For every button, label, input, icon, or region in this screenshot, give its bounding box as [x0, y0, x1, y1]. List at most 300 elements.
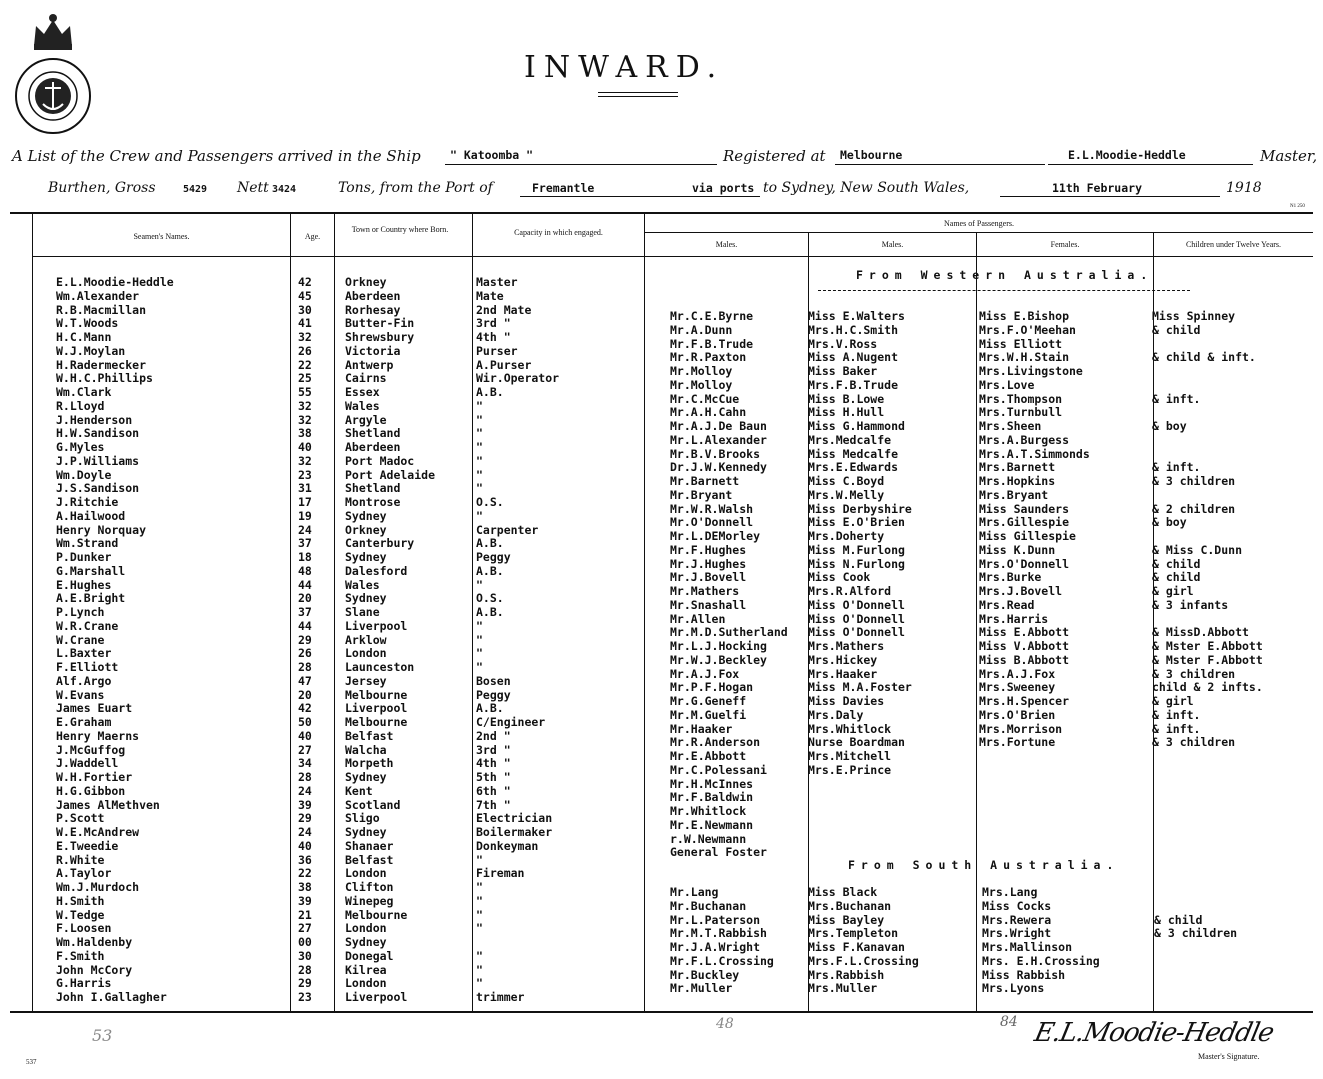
- port-of-departure: Fremantle: [532, 181, 595, 195]
- wa-children-entry: [1152, 338, 1263, 352]
- crew-age: 29: [298, 976, 312, 991]
- sa-female-passenger: Miss Cocks: [982, 898, 1052, 913]
- sa-female-passenger: Miss F.Kanavan: [808, 940, 905, 954]
- crew-ages-column: [298, 276, 312, 1005]
- crew-birthplace: Shrewsbury: [345, 330, 415, 344]
- wa-female-passenger: Mrs.Turnbull: [979, 405, 1063, 420]
- wa-female-passenger: Mrs.H.Spencer: [979, 694, 1070, 708]
- sa-male-passenger: Mr.Buchanan: [670, 898, 747, 913]
- wa-male-passenger: Mr.F.Hughes: [670, 542, 747, 557]
- wa-female-passenger: Miss B.Abbott: [979, 652, 1070, 667]
- crew-capacity: Mate: [476, 288, 504, 303]
- wa-children-entry: [1152, 434, 1263, 448]
- crew-name: H.Smith: [56, 893, 105, 908]
- wa-female-passenger: Mrs.Morrison: [979, 721, 1063, 736]
- crew-age: 38: [298, 426, 312, 441]
- crew-name: W.Crane: [56, 632, 105, 647]
- crew-capacity: ": [476, 852, 483, 867]
- wa-female-passenger: Mrs.Sweeney: [979, 680, 1056, 695]
- crew-name: James Euart: [56, 701, 133, 716]
- nett-tons: 3424: [272, 184, 297, 195]
- crew-age: 00: [298, 935, 312, 949]
- table-bottom-rule: [10, 1011, 1313, 1013]
- wa-children-entry: & child & inft.: [1152, 350, 1256, 365]
- crew-birthplace: Shetland: [345, 481, 401, 496]
- crew-name: R.B.Macmillan: [56, 302, 147, 317]
- crew-capacity: Bosen: [476, 673, 511, 688]
- header-line1-prefix: A List of the Crew and Passengers arrived in the Ship: [12, 147, 421, 165]
- crew-birthplace: Liverpool: [345, 618, 408, 633]
- crew-capacity: Boilermaker: [476, 825, 553, 839]
- crew-capacity: 6th ": [476, 783, 511, 798]
- crew-age: 24: [298, 783, 312, 798]
- crew-name: Alf.Argo: [56, 673, 112, 688]
- crew-name: H.W.Sandison: [56, 426, 140, 441]
- wa-children-entry: & 3 children: [1152, 474, 1236, 488]
- wa-female-passenger: Miss O'Donnell: [808, 597, 905, 612]
- crew-birthplace: Antwerp: [345, 357, 394, 372]
- crew-birthplace: Sydney: [345, 591, 387, 606]
- sa-female-passenger: Mrs.Templeton: [808, 926, 899, 941]
- crew-birthplace: Melbourne: [345, 715, 408, 729]
- wa-female-passenger: Miss M.Furlong: [808, 542, 905, 557]
- crew-capacity: ": [476, 962, 483, 977]
- crew-name: Wm.Haldenby: [56, 935, 133, 949]
- crew-name: F.Loosen: [56, 921, 112, 936]
- crew-capacity: ": [476, 618, 483, 633]
- crew-birthplace: Sydney: [345, 825, 387, 839]
- crew-name: W.Tedge: [56, 907, 105, 922]
- crew-age: 22: [298, 357, 312, 372]
- wa-children-entry: & boy: [1152, 419, 1187, 433]
- wa-female-passenger: Miss Gillespie: [979, 529, 1076, 543]
- wa-female-passenger: Mrs.A.J.Fox: [979, 666, 1056, 681]
- crew-capacity: A.B.: [476, 563, 504, 578]
- wa-male-passenger: Mr.Haaker: [670, 721, 733, 736]
- wa-female-passenger: Mrs.E.Prince: [808, 762, 892, 777]
- col-divider-2: [290, 213, 291, 1011]
- crew-name: R.Lloyd: [56, 398, 105, 413]
- wa-female-passenger: Mrs.Daly: [808, 707, 864, 722]
- wa-female-passenger: Mrs.J.Bovell: [979, 584, 1063, 598]
- col-divider-1: [32, 213, 33, 1011]
- wa-children-entry: & MissD.Abbott: [1152, 625, 1249, 640]
- to-sydney-label: to Sydney, New South Wales,: [763, 180, 970, 196]
- crew-capacity: A.B.: [476, 385, 504, 399]
- crew-age: 42: [298, 275, 312, 289]
- crew-birthplace: London: [345, 646, 387, 661]
- crew-capacity: ": [476, 907, 483, 922]
- col-divider-5: [644, 213, 645, 1011]
- wa-male-passenger: Mr.L.Alexander: [670, 432, 767, 447]
- crew-age: 40: [298, 838, 312, 853]
- passenger-subheader-rule: [645, 232, 1313, 233]
- wa-children-entry: & Mster F.Abbott: [1152, 652, 1263, 667]
- crew-birthplace: Port Madoc: [345, 453, 415, 468]
- wa-female-passenger: Mrs.A.T.Simmonds: [979, 446, 1090, 461]
- crew-capacity: 4th ": [476, 330, 511, 344]
- wa-female-passenger: Mrs.Doherty: [808, 529, 885, 543]
- wa-female-passenger: Mrs.Whitlock: [808, 721, 892, 736]
- wa-male-passenger: Mr.Whitlock: [670, 804, 747, 818]
- header-bottom-rule: [32, 256, 1313, 257]
- crew-birthplace: Canterbury: [345, 536, 415, 551]
- crew-capacity: ": [476, 921, 483, 936]
- wa-male-passenger: Mr.C.Polessani: [670, 762, 767, 777]
- crew-age: 37: [298, 536, 312, 551]
- sa-children-entry: [1154, 982, 1237, 996]
- crew-name: W.R.Crane: [56, 618, 119, 633]
- wa-children-entry: & Mster E.Abbott: [1152, 639, 1263, 653]
- crew-age: 32: [298, 453, 312, 468]
- wa-male-passenger: Mr.Snashall: [670, 597, 747, 612]
- crew-capacity: Peggy: [476, 687, 511, 702]
- crew-capacity: ": [476, 577, 483, 592]
- sa-female-passenger: Mrs.Wright: [982, 926, 1052, 941]
- crew-capacity: ": [476, 481, 483, 496]
- wa-children-entry: & child: [1152, 556, 1201, 571]
- crew-birthplace: Belfast: [345, 728, 394, 743]
- crew-capacity: Electrician: [476, 811, 553, 826]
- crew-birthplace: Slane: [345, 605, 380, 619]
- crew-capacity: ": [476, 880, 483, 894]
- crew-capacity: A.Purser: [476, 357, 532, 372]
- crew-age: 20: [298, 591, 312, 606]
- wa-male-passenger: Mr.C.E.Byrne: [670, 309, 754, 323]
- crew-age: 45: [298, 288, 312, 303]
- crew-name: A.E.Bright: [56, 591, 126, 606]
- crew-capacity: ": [476, 632, 483, 647]
- wa-male-passenger: Mr.C.McCue: [670, 391, 740, 406]
- crew-age: 29: [298, 632, 312, 647]
- wa-female-passenger: Mrs.W.Melly: [808, 487, 885, 502]
- crew-name: P.Lynch: [56, 605, 105, 619]
- wa-male-passenger: Mr.R.Anderson: [670, 735, 761, 750]
- wa-children-entry: Miss Spinney: [1152, 309, 1236, 323]
- tally-crew: 53: [92, 1026, 113, 1045]
- crew-birthplace: Winepeg: [345, 893, 394, 908]
- registered-underline: [835, 164, 1045, 165]
- crew-age: 17: [298, 495, 312, 509]
- wa-female-passenger: Miss Baker: [808, 364, 878, 378]
- crew-birthplace: Melbourne: [345, 687, 408, 702]
- wa-male-passenger: General Foster: [670, 845, 767, 860]
- wa-female-passenger: Miss M.A.Foster: [808, 680, 912, 695]
- wa-females-column-1: [808, 310, 912, 778]
- crew-name: W.T.Woods: [56, 316, 119, 331]
- crew-name: John I.Gallagher: [56, 990, 167, 1004]
- crew-name: F.Smith: [56, 948, 105, 963]
- crew-age: 19: [298, 508, 312, 523]
- crew-capacity: ": [476, 508, 483, 523]
- wa-female-passenger: Mrs.O'Brien: [979, 707, 1056, 722]
- wa-children-entry: & 2 children: [1152, 501, 1236, 516]
- wa-male-passenger: Mr.L.J.Hocking: [670, 639, 767, 653]
- wa-female-passenger: Miss H.Hull: [808, 405, 885, 420]
- wa-male-passenger: Mr.M.Guelfi: [670, 707, 747, 722]
- sa-female-passenger: Mrs.Rewera: [982, 912, 1052, 927]
- crew-birthplace: Cairns: [345, 371, 387, 386]
- header-age: Age.: [304, 232, 321, 241]
- master-signature: E.L.Moodie-Heddle: [1031, 1018, 1277, 1048]
- crew-birthplace: Sydney: [345, 550, 387, 564]
- crew-name: Wm.Doyle: [56, 467, 112, 482]
- crew-name: E.Tweedie: [56, 838, 119, 853]
- sa-female-passenger: Mrs. E.H.Crossing: [982, 953, 1100, 968]
- sa-females-column-1: [808, 886, 919, 996]
- crew-capacity: Donkeyman: [476, 838, 539, 853]
- crew-age: 27: [298, 921, 312, 936]
- wa-male-passenger: Mr.A.J.De Baun: [670, 419, 767, 433]
- wa-males-column: [670, 310, 788, 860]
- page-number: 537: [26, 1058, 37, 1066]
- wa-female-passenger: Mrs.Sheen: [979, 419, 1042, 433]
- wa-male-passenger: Mr.P.F.Hogan: [670, 680, 754, 695]
- wa-female-passenger: Miss Saunders: [979, 501, 1070, 516]
- wa-female-passenger: Mrs.A.Burgess: [979, 432, 1070, 447]
- crew-age: 30: [298, 302, 312, 317]
- wa-female-passenger: Miss N.Furlong: [808, 556, 905, 571]
- wa-children-entry: [1152, 406, 1263, 420]
- crew-capacity: 4th ": [476, 756, 511, 771]
- crew-capacity: A.B.: [476, 605, 504, 619]
- crew-capacity: 2nd Mate: [476, 302, 532, 317]
- crew-birthplace: London: [345, 976, 387, 991]
- wa-female-passenger: Mrs.Hickey: [808, 652, 878, 667]
- crew-capacity: ": [476, 660, 483, 674]
- crew-capacity: 3rd ": [476, 742, 511, 757]
- col-divider-7: [976, 233, 977, 1011]
- wa-male-passenger: Dr.J.W.Kennedy: [670, 460, 767, 475]
- ship-name: " Katoomba ": [450, 148, 534, 162]
- sa-female-passenger: Mrs.Lang: [982, 885, 1038, 899]
- crew-name: Wm.J.Murdoch: [56, 880, 140, 894]
- wa-female-passenger: Mrs.Gillespie: [979, 515, 1070, 530]
- wa-heading-dashes: [818, 290, 1190, 292]
- wa-male-passenger: Mr.M.D.Sutherland: [670, 625, 788, 640]
- crew-birthplace: Clifton: [345, 880, 394, 894]
- crew-capacity: 3rd ": [476, 316, 511, 331]
- wa-female-passenger: Mrs.Mitchell: [808, 749, 892, 763]
- tally-males: 48: [716, 1016, 734, 1032]
- header-males-2: Males.: [881, 240, 904, 249]
- tally-females: 84: [1000, 1014, 1018, 1030]
- wa-male-passenger: Mr.W.J.Beckley: [670, 652, 767, 667]
- crew-name: E.L.Moodie-Heddle: [56, 275, 174, 289]
- crew-age: 40: [298, 440, 312, 454]
- crew-age: 38: [298, 880, 312, 894]
- wa-children-entry: [1152, 365, 1263, 379]
- wa-female-passenger: Mrs.Read: [979, 597, 1035, 612]
- wa-female-passenger: Mrs.F.O'Meehan: [979, 322, 1076, 337]
- crew-name: P.Dunker: [56, 550, 112, 564]
- wa-female-passenger: Miss E.O'Brien: [808, 515, 905, 530]
- wa-female-passenger: Mrs.W.H.Stain: [979, 350, 1070, 365]
- sa-female-passenger: Mrs.Rabbish: [808, 967, 885, 982]
- burthen-label: Burthen, Gross: [48, 180, 156, 196]
- title-ornament: [598, 92, 678, 97]
- crew-age: 47: [298, 673, 312, 688]
- sa-male-passenger: Mr.J.A.Wright: [670, 940, 761, 954]
- wa-female-passenger: Mrs.Fortune: [979, 735, 1056, 750]
- arrival-date: 11th February: [1052, 181, 1143, 195]
- wa-male-passenger: Mr.J.Bovell: [670, 570, 747, 585]
- crew-capacity: C/Engineer: [476, 715, 546, 729]
- crew-capacity: A.B.: [476, 536, 504, 551]
- wa-male-passenger: Mr.E.Newmann: [670, 817, 754, 832]
- crew-age: 41: [298, 316, 312, 331]
- crew-birthplace: Liverpool: [345, 990, 408, 1004]
- crew-age: 48: [298, 563, 312, 578]
- ship-underline: [445, 164, 717, 165]
- wa-female-passenger: Miss B.Lowe: [808, 391, 885, 406]
- crew-age: 34: [298, 756, 312, 771]
- crew-capacity: ": [476, 440, 483, 454]
- crew-age: 23: [298, 467, 312, 482]
- crew-capacity: 2nd ": [476, 728, 511, 743]
- crew-capacity: ": [476, 398, 483, 413]
- crew-birthplace: Walcha: [345, 742, 387, 757]
- wa-female-passenger: Miss C.Boyd: [808, 474, 885, 488]
- registered-label: Registered at: [723, 147, 826, 165]
- crew-age: 36: [298, 852, 312, 867]
- crew-birthplace: Jersey: [345, 673, 387, 688]
- wa-male-passenger: Mr.A.J.Fox: [670, 666, 740, 681]
- crew-birthplace: Donegal: [345, 948, 394, 963]
- wa-children-entry: & child: [1152, 570, 1201, 585]
- wa-male-passenger: r.W.Newmann: [670, 831, 747, 846]
- wa-male-passenger: Mr.J.Hughes: [670, 556, 747, 571]
- crew-birthplace: Arklow: [345, 632, 387, 647]
- crew-birthplace: Liverpool: [345, 701, 408, 716]
- sa-female-passenger: Mrs.F.L.Crossing: [808, 953, 919, 968]
- wa-children-entry: [1152, 448, 1263, 462]
- wa-male-passenger: Mr.Molloy: [670, 377, 733, 392]
- crew-age: 40: [298, 728, 312, 743]
- wa-female-passenger: Miss O'Donnell: [808, 625, 905, 640]
- header-town: Town or Country where Born.: [351, 225, 449, 234]
- wa-female-passenger: Miss K.Dunn: [979, 542, 1056, 557]
- wa-male-passenger: Mr.F.Baldwin: [670, 790, 754, 805]
- crew-name: J.Waddell: [56, 756, 119, 771]
- crew-birthplace: Essex: [345, 385, 380, 399]
- crew-birthplace: Scotland: [345, 797, 401, 812]
- crew-name: G.Harris: [56, 976, 112, 991]
- crew-birthplace: Dalesford: [345, 563, 408, 578]
- crew-name: H.C.Mann: [56, 330, 112, 344]
- sa-children-entry: [1154, 955, 1237, 969]
- arrival-year: 1918: [1226, 180, 1262, 196]
- sa-children-entry: [1154, 886, 1237, 900]
- crew-name: P.Scott: [56, 811, 105, 826]
- crew-name: G.Marshall: [56, 563, 126, 578]
- sa-female-passenger: Mrs.Muller: [808, 981, 878, 996]
- crew-name: A.Hailwood: [56, 508, 126, 523]
- crew-capacity: [476, 936, 559, 950]
- wa-female-passenger: Mrs.Bryant: [979, 487, 1049, 502]
- sa-children-entry: [1154, 900, 1237, 914]
- sa-male-passenger: Mr.Muller: [670, 981, 733, 996]
- wa-male-passenger: Mr.A.Dunn: [670, 322, 733, 337]
- wa-children-entry: [1152, 379, 1263, 393]
- col-divider-3: [334, 213, 335, 1011]
- wa-children-entry: & 3 children: [1152, 735, 1236, 750]
- crew-age: 31: [298, 481, 312, 496]
- crew-capacity: Purser: [476, 343, 518, 358]
- crew-name: H.Radermecker: [56, 357, 147, 372]
- wa-male-passenger: Mr.Allen: [670, 611, 726, 626]
- wa-female-passenger: Mrs.Harris: [979, 611, 1049, 626]
- crew-birthplace: Shanaer: [345, 838, 394, 853]
- crew-capacity: ": [476, 976, 483, 991]
- wa-female-passenger: Mrs.Burke: [979, 570, 1042, 585]
- wa-female-passenger: Miss A.Nugent: [808, 350, 899, 365]
- sa-male-passenger: Mr.F.L.Crossing: [670, 953, 774, 968]
- sa-females-column-2: [982, 886, 1100, 996]
- crew-name: J.Henderson: [56, 412, 133, 427]
- crew-age: 24: [298, 825, 312, 839]
- crew-capacity: ": [476, 646, 483, 661]
- crew-name: John McCory: [56, 962, 133, 977]
- wa-female-passenger: Miss Elliott: [979, 336, 1063, 351]
- crew-name: Henry Maerns: [56, 728, 140, 743]
- crew-capacity: ": [476, 453, 483, 468]
- wa-children-entry: & girl: [1152, 584, 1194, 598]
- crew-name: W.J.Moylan: [56, 343, 126, 358]
- crew-birthplace: Butter-Fin: [345, 316, 415, 331]
- crew-age: 37: [298, 605, 312, 619]
- crew-name: J.Ritchie: [56, 495, 119, 509]
- wa-children-entry: & inft.: [1152, 460, 1201, 475]
- crew-capacity: ": [476, 426, 483, 441]
- crew-capacity: O.S.: [476, 591, 504, 606]
- crew-birthplace: Orkney: [345, 522, 387, 537]
- crew-birthplace: Launceston: [345, 660, 415, 674]
- crew-birthplace: London: [345, 866, 387, 881]
- wa-female-passenger: Mrs.H.C.Smith: [808, 322, 899, 337]
- crew-age: 22: [298, 866, 312, 881]
- crew-birthplace: Sydney: [345, 508, 387, 523]
- sa-male-passenger: Mr.Buckley: [670, 967, 740, 982]
- crew-age: 27: [298, 742, 312, 757]
- crew-name: H.G.Gibbon: [56, 783, 126, 798]
- crew-birthplace: Aberdeen: [345, 288, 401, 303]
- crew-name: A.Taylor: [56, 866, 112, 881]
- crew-name: W.H.C.Phillips: [56, 371, 153, 386]
- master-underline: [1048, 164, 1253, 165]
- wa-female-passenger: Mrs.Mathers: [808, 639, 885, 653]
- wa-male-passenger: Mr.O'Donnell: [670, 515, 754, 530]
- wa-female-passenger: Mrs.F.B.Trude: [808, 377, 899, 392]
- crew-name: J.S.Sandison: [56, 481, 140, 496]
- wa-male-passenger: Mr.Barnett: [670, 474, 740, 488]
- col-divider-4: [472, 213, 473, 1011]
- sa-children-entry: [1154, 941, 1237, 955]
- crew-capacity: trimmer: [476, 990, 525, 1004]
- port-underline: [520, 196, 760, 197]
- wa-children-entry: & inft.: [1152, 707, 1201, 722]
- wa-male-passenger: Mr.Molloy: [670, 364, 733, 378]
- crew-capacity: ": [476, 893, 483, 908]
- wa-female-passenger: Miss Davies: [808, 694, 885, 708]
- crew-age: 29: [298, 811, 312, 826]
- crew-name: W.E.McAndrew: [56, 825, 140, 839]
- seal-crest-icon: [12, 8, 94, 138]
- registered-port: Melbourne: [840, 148, 903, 162]
- table-top-rule: [10, 212, 1313, 214]
- crew-name: R.White: [56, 852, 105, 867]
- via-ports: via ports: [692, 181, 755, 195]
